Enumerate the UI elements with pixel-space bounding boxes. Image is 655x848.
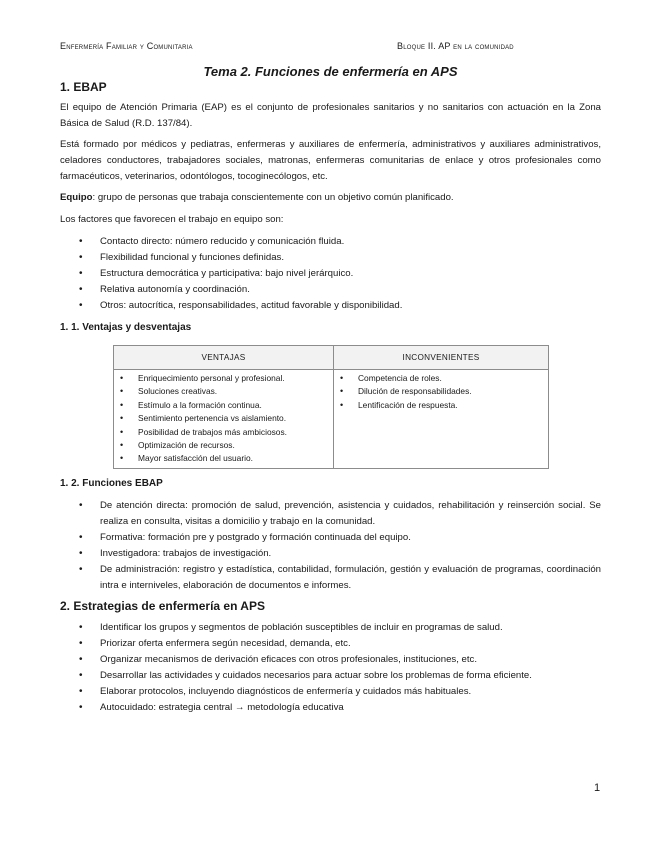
section-1-2-heading: 1. 2. Funciones EBAP	[60, 478, 163, 489]
list-item: • Formativa: formación pre y postgrado y formación continuada del equipo.	[60, 530, 601, 546]
ebap-composition-paragraph: Está formado por médicos y pediatras, enfermeras y auxiliares de enfermería, administrativos y auxiliares administrativos, celadores conductores, trabajadores sociales, matronas, enfermeras comunitarias de enlace y otros profesionales como farmacéuticos, veterinarios, odontólogos, tocoginecólogos, etc.	[60, 139, 601, 182]
equipo-definition	[60, 190, 601, 206]
list-item: • Autocuidado: estrategia central → metodología educativa	[60, 700, 601, 716]
inconvenientes-list	[334, 372, 548, 412]
ventajas-table	[113, 345, 549, 469]
list-item: • Dilución de responsabilidades.	[334, 385, 548, 398]
list-item: • Investigadora: trabajos de investigación.	[60, 546, 601, 562]
document-title: Tema 2. Funciones de enfermería en APS	[203, 64, 458, 79]
list-item: • Posibilidad de trabajos más ambiciosos.	[114, 426, 333, 439]
list-item: • Desarrollar las actividades y cuidados necesarios para actuar sobre los problemas de forma eficiente.	[60, 668, 601, 684]
list-item: • Soluciones creativas.	[114, 385, 333, 398]
list-item: • Mayor satisfacción del usuario.	[114, 452, 333, 465]
list-item: • Estímulo a la formación continua.	[114, 399, 333, 412]
header-left: Enfermería Familiar y Comunitaria	[60, 41, 193, 51]
section-1-heading: 1. EBAP	[60, 80, 107, 94]
factores-list	[60, 234, 601, 314]
ventajas-list	[114, 372, 333, 466]
ebap-definition-paragraph: El equipo de Atención Primaria (EAP) es el conjunto de profesionales sanitarios y no sanitarios con actuación en la Zona Básica de Salud (R.D. 137/84).	[60, 102, 601, 129]
list-item: • Enriquecimiento personal y profesional.	[114, 372, 333, 385]
section-2-heading: 2. Estrategias de enfermería en APS	[60, 599, 265, 613]
list-item: • Estructura democrática y participativa: bajo nivel jerárquico.	[60, 266, 601, 282]
list-item: • Contacto directo: número reducido y comunicación fluida.	[60, 234, 601, 250]
list-item: • Priorizar oferta enfermera según necesidad, demanda, etc.	[60, 636, 601, 652]
list-item: • De administración: registro y estadística, contabilidad, formulación, gestión y evaluación de programas, coordinación intra e interniveles, elaboración de documentos e informes.	[60, 562, 601, 594]
page-number: 1	[594, 782, 601, 794]
equipo-text: : grupo de personas que trabaja conscientemente con un objetivo común planificado.	[92, 192, 454, 203]
factores-intro: Los factores que favorecen el trabajo en equipo son:	[60, 214, 284, 225]
list-item: • Elaborar protocolos, incluyendo diagnósticos de enfermería y cuidados más habituales.	[60, 684, 601, 700]
funciones-list	[60, 498, 601, 594]
inconvenientes-column-header: INCONVENIENTES	[334, 346, 549, 370]
estrategias-list	[60, 620, 601, 716]
list-item: • Relativa autonomía y coordinación.	[60, 282, 601, 298]
section-1-1-heading: 1. 1. Ventajas y desventajas	[60, 322, 192, 333]
ventajas-cell	[114, 370, 334, 469]
list-item: • Otros: autocrítica, responsabilidades, actitud favorable y disponibilidad.	[60, 298, 601, 314]
list-item: • Flexibilidad funcional y funciones definidas.	[60, 250, 601, 266]
header-right: Bloque II. AP en la comunidad	[397, 41, 514, 51]
list-item: • Identificar los grupos y segmentos de población susceptibles de incluir en programas de salud.	[60, 620, 601, 636]
list-item: • Lentificación de respuesta.	[334, 399, 548, 412]
list-item: • De atención directa: promoción de salud, prevención, asistencia y cuidados, rehabilitación y reinserción social. Se realiza en consulta, visitas a domicilio y trabajo en la comunidad.	[60, 498, 601, 530]
equipo-label: Equipo	[60, 192, 93, 203]
list-item: • Organizar mecanismos de derivación eficaces con otros profesionales, instituciones, etc.	[60, 652, 601, 668]
list-item: • Competencia de roles.	[334, 372, 548, 385]
inconvenientes-cell	[334, 370, 549, 469]
list-item: • Sentimiento pertenencia vs aislamiento.	[114, 412, 333, 425]
ventajas-column-header: VENTAJAS	[114, 346, 334, 370]
list-item: • Optimización de recursos.	[114, 439, 333, 452]
